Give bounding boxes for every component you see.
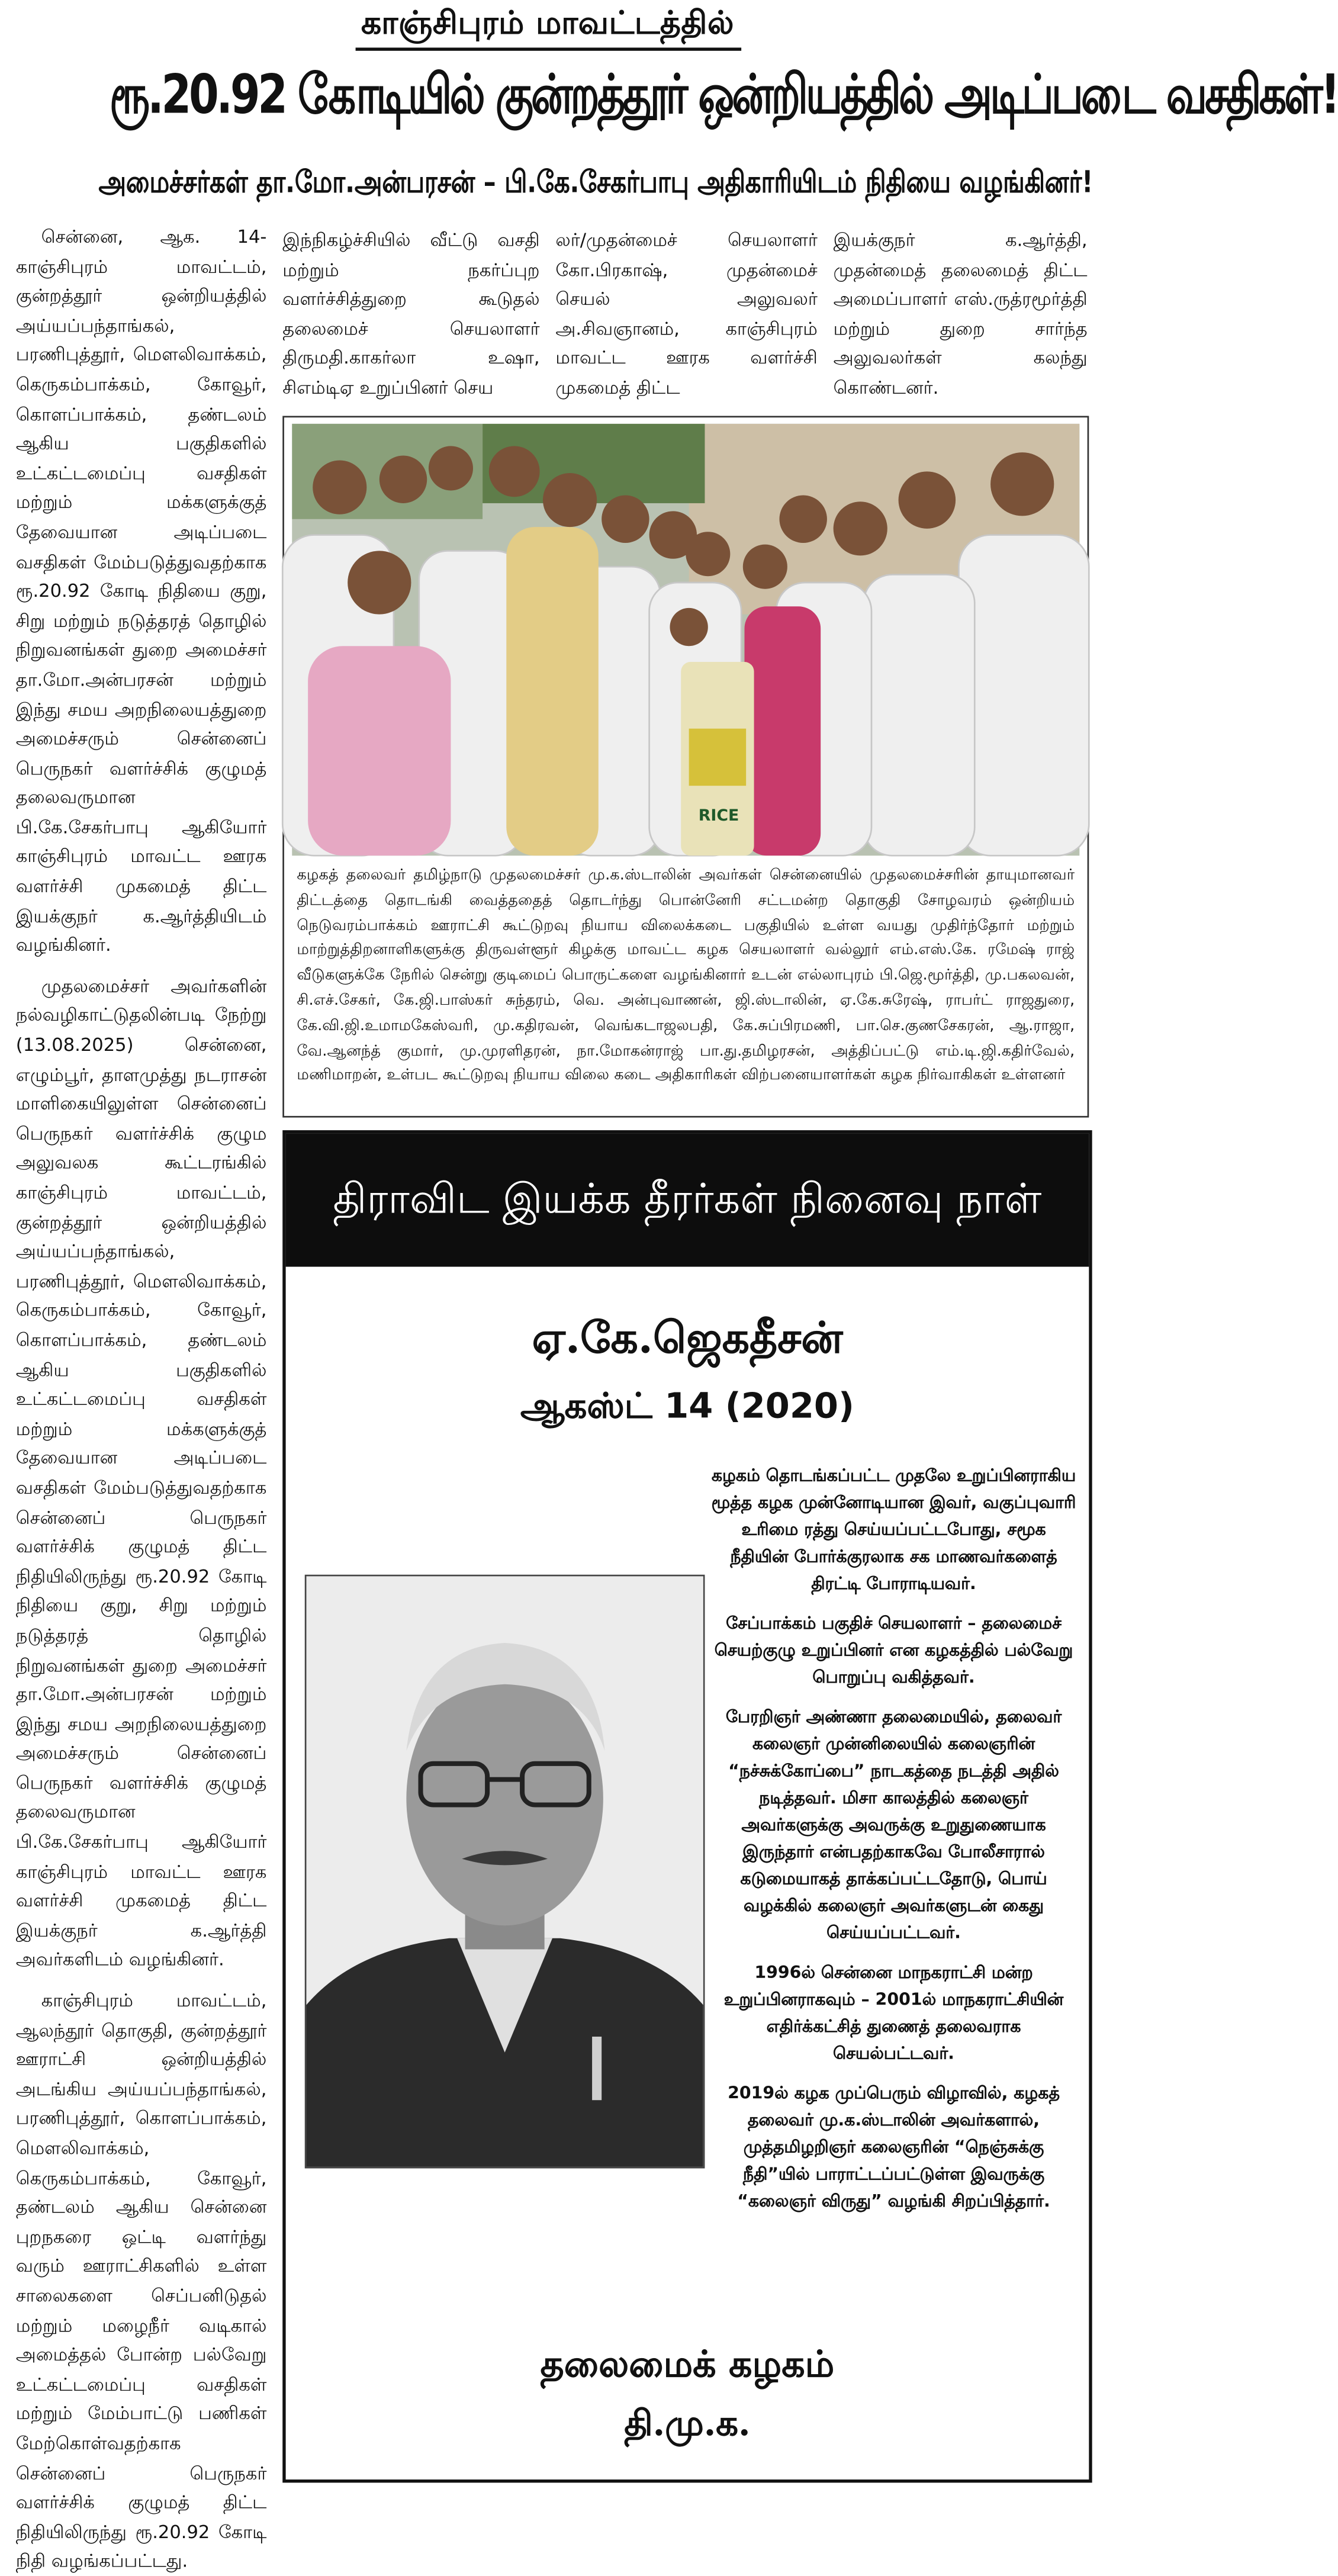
tribute-banner: திராவிட இயக்க தீரர்கள் நினைவு நாள் (286, 1133, 1089, 1266)
article-body-column-2 (282, 226, 539, 400)
bio-paragraph-2: சேப்பாக்கம் பகுதிச் செயலாளர் – தலைமைச் செயற்குழு உறுப்பினர் என கழகத்தில் பல்வேறு பொறுப்பு வகித்தவர். (714, 1614, 1073, 1688)
article-kicker: காஞ்சிபுரம் மாவட்டத்தில் (355, 3, 741, 50)
article-body-left-column (15, 222, 267, 2572)
bio-paragraph-5: 2019ல் கழக முப்பெரும் விழாவில், கழகத் தலைவர் மு.க.ஸ்டாலின் அவர்களால், முத்தமிழறிஞர் கலைஞரின் “நெஞ்சுக்கு நீதி”யில் பாராட்டப்பட்டுள்ள இவருக்கு “கலைஞர் விருது” வழங்கி சிறப்பித்தார். (728, 2084, 1060, 2211)
photo-caption: கழகத் தலைவர் தமிழ்நாடு முதலமைச்சர் மு.க.ஸ்டாலின் அவர்கள் சென்னையில் முதலமைச்சரின் தாயுமானவர் திட்டத்தை தொடங்கி வைத்ததைத் தொடர்ந்து பொன்னேரி சட்டமன்ற தொகுதி சோழவரம் ஒன்றியம் நெடுவரம்பாக்கம் ஊராட்சி கூட்டுறவு நியாய விலைக்கடை பகுதியில் உள்ள வயது முதிர்ந்தோர் மற்றும் மாற்றுத்திறனாளிகளுக்கு திருவள்ளூர் கிழக்கு மாவட்ட கழக செயலாளர் வல்லூர் எம்.எஸ்.கே. ரமேஷ் ராஜ் வீடுகளுக்கே நேரில் சென்று குடிமைப் பொருட்களை வழங்கினார் உடன் எல்லாபுரம் பி.ஜெ.மூர்த்தி, மு.பகலவன், சி.எச்.சேகர், கே.ஜி.பாஸ்கர் சுந்தரம், வெ. அன்புவாணன், ஜி.ஸ்டாலின், ஏ.கே.சுரேஷ், ராபர்ட் ராஜதுரை, கே.வி.ஜி.உமாமகேஸ்வரி, மு.கதிரவன், வெங்கடாஜலபதி, கே.சுப்பிரமணி, பா.செ.குணசேகரன், ஆ.ராஜா, வே.ஆனந்த் குமார், மு.முரளிதரன், நா.மோகன்ராஜ் பா.து.தமிழரசன், அத்திப்பட்டு எம்.டி.ஜி.கதிர்வேல், மணிமாறன், உள்பட கூட்டுறவு நியாய விலை கடை அதிகாரிகள் விற்பனையாளர்கள் கழக நிர்வாகிகள் உள்ளனர் (297, 866, 1075, 1085)
article-paragraph-1: சென்னை, ஆக. 14- காஞ்சிபுரம் மாவட்டம், குன்றத்தூர் ஒன்றியத்தில் அய்யப்பந்தாங்கல், பரணிபுத்தூர், மௌலிவாக்கம், கெருகம்பாக்கம், கோவூர், கொளப்பாக்கம், தண்டலம் ஆகிய பகுதிகளில் உட்கட்டமைப்பு வசதிகள் மற்றும் மக்களுக்குத் தேவையான அடிப்படை வசதிகள் மேம்படுத்துவதற்காக ரூ.20.92 கோடி நிதியை குறு, சிறு மற்றும் நடுத்தரத் தொழில் நிறுவனங்கள் துறை அமைச்சர் தா.மோ.அன்பரசன் மற்றும் இந்து சமய அறநிலையத்துறை அமைச்சரும் சென்னைப் பெருநகர் வளர்ச்சிக் குழுமத் தலைவருமான பி.கே.சேகர்பாபு ஆகியோர் காஞ்சிபுரம் மாவட்ட ஊரக வளர்ச்சி முகமைத் திட்ட இயக்குநர் க.ஆர்த்தியிடம் வழங்கினர். (15, 225, 267, 956)
article-col4-text: இயக்குநர் க.ஆர்த்தி, முதன்மைத் தலைமைத் திட்ட அமைப்பாளர் எஸ்.ருத்ரமூர்த்தி மற்றும் துறை சார்ந்த அலுவலர்கள் கலந்து கொண்டனர். (833, 229, 1088, 398)
tribute-portrait (305, 1575, 705, 2169)
tribute-person-name: ஏ.கே.ஜெகதீசன் (532, 1314, 843, 1364)
tribute-signature: தலைமைக் கழகம் (540, 2343, 835, 2386)
tribute-date: ஆகஸ்ட் 14 (2020) (520, 1387, 854, 1427)
article-headline: ரூ.20.92 கோடியில் குன்றத்தூர் ஒன்றியத்தில் அடிப்படை வசதிகள்! (110, 63, 1338, 127)
bio-paragraph-3: பேரறிஞர் அண்ணா தலைமையில், தலைவர் கலைஞர் முன்னிலையில் கலைஞரின் “நச்சுக்கோப்பை” நாடகத்தை நடத்தி அதில் நடித்தவர். மிசா காலத்தில் கலைஞர் அவர்களுக்கு அவருக்கு உறுதுணையாக இருந்தார் என்பதற்காகவே போலீசாரால் கடுமையாகத் தாக்கப்பட்டதோடு, பொய் வழக்கில் கலைஞர் அவர்களுடன் கைது செய்யப்பட்டவர். (725, 1707, 1062, 1943)
article-col2-text: இந்நிகழ்ச்சியில் வீட்டு வசதி மற்றும் நகர்ப்புற வளர்ச்சித்துறை கூடுதல் தலைமைச் செயலாளர் திருமதி.காகர்லா உஷா, சிஎம்டிஏ உறுப்பினர் செய (282, 229, 540, 398)
article-paragraph-3: காஞ்சிபுரம் மாவட்டம், ஆலந்தூர் தொகுதி, குன்றத்தூர் ஊராட்சி ஒன்றியத்தில் அடங்கிய அய்யப்பந்தாங்கல், பரணிபுத்தூர், கொளப்பாக்கம், மௌலிவாக்கம், கெருகம்பாக்கம், கோவூர், தண்டலம் ஆகிய சென்னை புறநகரை ஒட்டி வளர்ந்து வரும் ஊராட்சிகளில் உள்ள சாலைகளை செப்பனிடுதல் மற்றும் மழைநீர் வடிகால் அமைத்தல் போன்ற பல்வேறு உட்கட்டமைப்பு வசதிகள் மற்றும் மேம்பாட்டு பணிகள் மேற்கொள்வதற்காக சென்னைப் பெருநகர் வளர்ச்சிக் குழுமத் திட்ட நிதியிலிருந்து ரூ.20.92 கோடி நிதி வழங்கப்பட்டது. (15, 1989, 267, 2572)
article-body-column-4 (834, 226, 1088, 400)
portrait-illustration (306, 1576, 703, 2166)
news-photo-box (282, 416, 1089, 1117)
article-subhead: அமைச்சர்கள் தா.மோ.அன்பரசன் – பி.கே.சேகர்பாபு அதிகாரியிடம் நிதியை வழங்கினர்! (98, 165, 1093, 200)
article-body-column-3 (555, 226, 817, 400)
kicker-wrap (0, 3, 1095, 50)
bio-paragraph-1: கழகம் தொடங்கப்பட்ட முதலே உறுப்பினராகிய மூத்த கழக முன்னோடியான இவர், வகுப்புவாரி உரிமை ரத்து செய்யப்பட்டபோது, சமூக நீதியின் போர்க்குரலாக சக மாணவர்களைத் திரட்டி போராடியவர். (711, 1467, 1076, 1594)
article-paragraph-2: முதலமைச்சர் அவர்களின் நல்வழிகாட்டுதலின்படி நேற்று (13.08.2025) சென்னை, எழும்பூர், தாளமுத்து நடராசன் மாளிகையிலுள்ள சென்னைப் பெருநகர் வளர்ச்சிக் குழும அலுவலக கூட்டரங்கில் காஞ்சிபுரம் மாவட்டம், குன்றத்தூர் ஒன்றியத்தில் அய்யப்பந்தாங்கல், பரணிபுத்தூர், மௌலிவாக்கம், கெருகம்பாக்கம், கோவூர், கொளப்பாக்கம், தண்டலம் ஆகிய பகுதிகளில் உட்கட்டமைப்பு வசதிகள் மற்றும் மக்களுக்குத் தேவையான அடிப்படை வசதிகள் மேம்படுத்துவதற்காக சென்னைப் பெருநகர் வளர்ச்சிக் குழுமத் திட்ட நிதியிலிருந்து ரூ.20.92 கோடி நிதியை குறு, சிறு மற்றும் நடுத்தரத் தொழில் நிறுவனங்கள் துறை அமைச்சர் தா.மோ.அன்பரசன் மற்றும் இந்து சமய அறநிலையத்துறை அமைச்சரும் சென்னைப் பெருநகர் வளர்ச்சிக் குழுமத் தலைவருமான பி.கே.சேகர்பாபு ஆகியோர் காஞ்சிபுரம் மாவட்ட ஊரக வளர்ச்சி முகமைத் திட்ட இயக்குநர் க.ஆர்த்தி அவர்களிடம் வழங்கினர். (15, 974, 267, 1971)
memorial-tribute-box (282, 1130, 1092, 2482)
tribute-biography (711, 1464, 1076, 2228)
rice-bag-label: RICE (698, 806, 739, 825)
article-col3-text: லர்/முதன்மைச் செயலாளர் கோ.பிரகாஷ், முதன்மைச் செயல் அலுவலர் அ.சிவஞானம், காஞ்சிபுரம் மாவட்ட ஊரக வளர்ச்சி முகமைத் திட்ட (555, 229, 818, 398)
group-photo-illustration (292, 424, 1079, 856)
tribute-party-name: தி.மு.க. (624, 2403, 751, 2445)
bio-paragraph-4: 1996ல் சென்னை மாநகராட்சி மன்ற உறுப்பினராகவும் – 2001ல் மாநகராட்சியின் எதிர்க்கட்சித் துணைத் தலைவராக செயல்பட்டவர். (723, 1963, 1064, 2064)
news-photo (292, 424, 1079, 856)
